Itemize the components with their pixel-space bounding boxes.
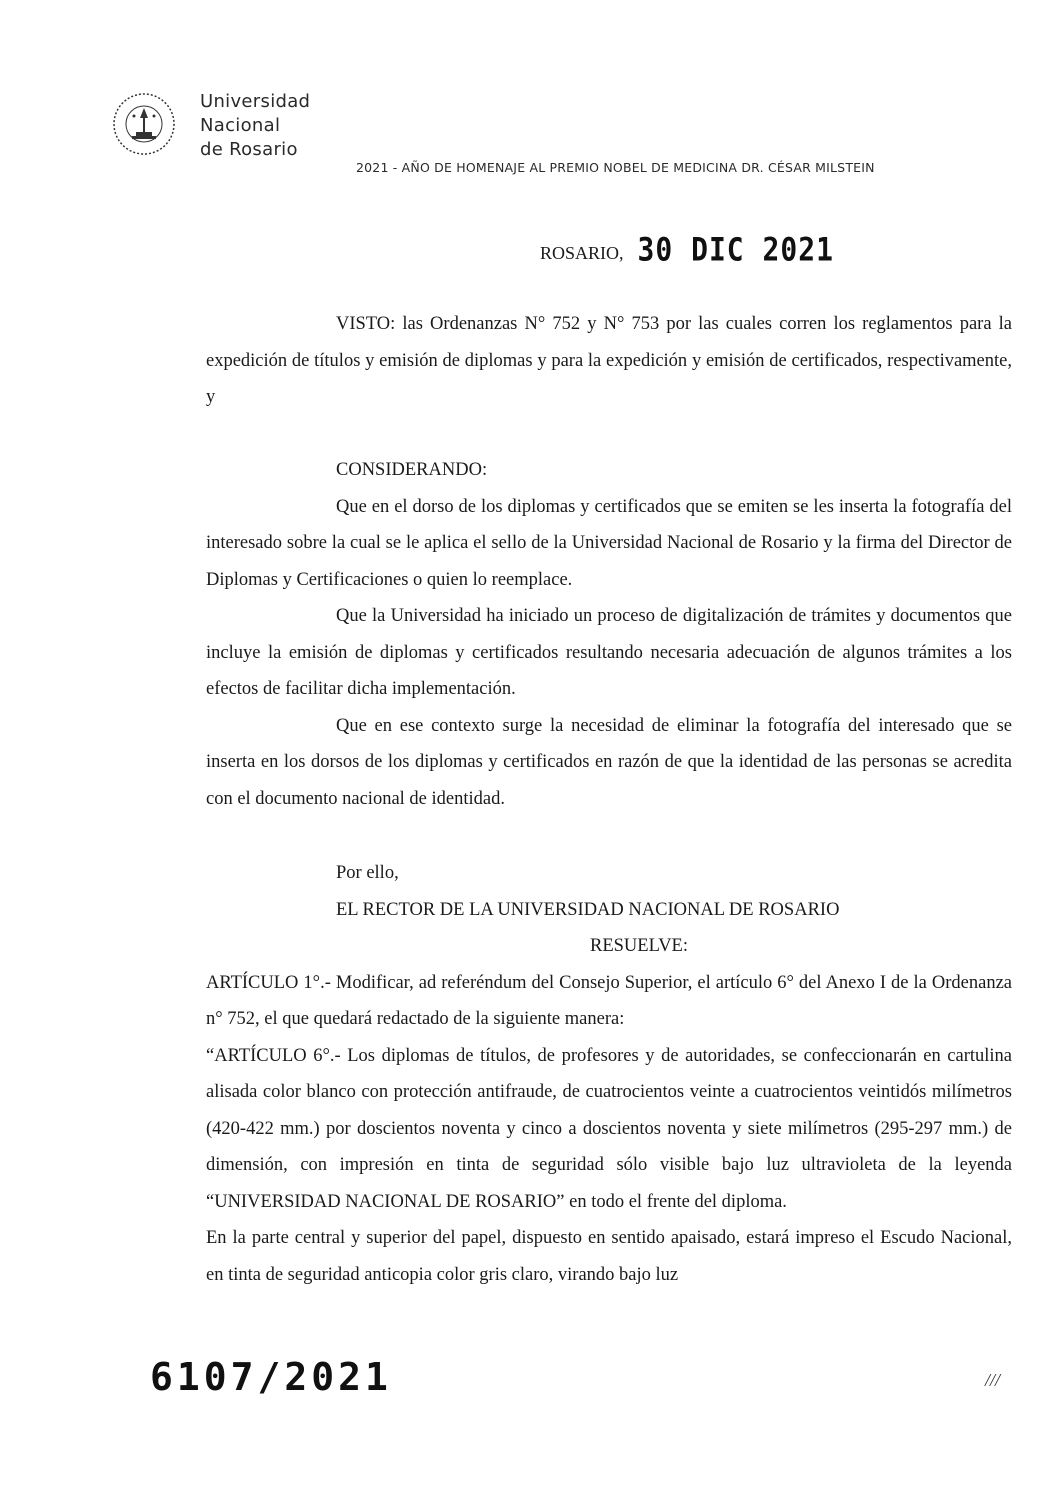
- resuelve-heading: RESUELVE:: [590, 936, 688, 956]
- considerando-section: [206, 452, 1012, 817]
- articulo-1: ARTÍCULO 1°.- Modificar, ad referéndum del Consejo Superior, el artículo 6° del Anexo I de la Ordenanza n° 752, el que quedará redactado de la siguiente manera:: [206, 972, 1012, 1029]
- considerando-paragraph-3: Que en ese contexto surge la necesidad de eliminar la fotografía del interesado que se inserta en los dorsos de los diplomas y certificados en razón de que la identidad de las personas se acredita con el documento nacional de identidad.: [206, 715, 1012, 809]
- visto-paragraph: VISTO: las Ordenanzas N° 752 y N° 753 por las cuales corren los reglamentos para la expedición de títulos y emisión de diplomas y para la expedición y emisión de certificados, respectivamente, y: [206, 314, 1012, 407]
- por-ello: Por ello,: [336, 863, 399, 883]
- rector-heading: EL RECTOR DE LA UNIVERSIDAD NACIONAL DE ROSARIO: [336, 899, 840, 920]
- considerando-heading: CONSIDERANDO:: [336, 460, 488, 480]
- university-name-line-3: de Rosario: [200, 139, 298, 160]
- visto-section: [206, 306, 1012, 416]
- parte-central-paragraph: En la parte central y superior del papel, dispuesto en sentido apaisado, estará impreso el Escudo Nacional, en tinta de seguridad anticopia color gris claro, virando bajo luz: [206, 1228, 1012, 1285]
- considerando-paragraph-2: Que la Universidad ha iniciado un proceso de digitalización de trámites y documentos que incluye la emisión de diplomas y certificados resultando necesaria adecuación de algunos trámites a los efectos de facilitar dicha implementación.: [206, 606, 1012, 699]
- dateline: [540, 230, 834, 269]
- resolution-section: [206, 855, 1012, 1293]
- resolution-number: 6107/2021: [150, 1355, 392, 1399]
- university-name: [200, 90, 310, 162]
- university-name-line-1: Universidad: [200, 91, 311, 112]
- university-seal-icon: [112, 92, 176, 156]
- date-stamp: 30 DIC 2021: [637, 230, 834, 269]
- considerando-paragraph-1: Que en el dorso de los diplomas y certificados que se emiten se les inserta la fotografía del interesado sobre la cual se le aplica el sello de la Universidad Nacional de Rosario y la firma del Director de Diplomas y Certificaciones o quien lo reemplace.: [206, 496, 1012, 590]
- year-motto: 2021 - AÑO DE HOMENAJE AL PREMIO NOBEL DE MEDICINA DR. CÉSAR MILSTEIN: [356, 160, 875, 175]
- university-name-line-2: Nacional: [200, 115, 281, 136]
- date-city: ROSARIO,: [540, 243, 624, 263]
- continuation-mark: ///: [985, 1370, 1001, 1390]
- articulo-6: “ARTÍCULO 6°.- Los diplomas de títulos, de profesores y de autoridades, se confeccionarán en cartulina alisada color blanco con protección antifraude, de cuatrocientos veinte a cuatrocientos veintidós milímetros (420-422 mm.) por doscientos noventa y cinco a doscientos noventa y siete milímetros (295-297 mm.) de dimensión, con impresión en tinta de seguridad sólo visible bajo luz ultravioleta de la leyenda “UNIVERSIDAD NACIONAL DE ROSARIO” en todo el frente del diploma.: [206, 1045, 1012, 1212]
